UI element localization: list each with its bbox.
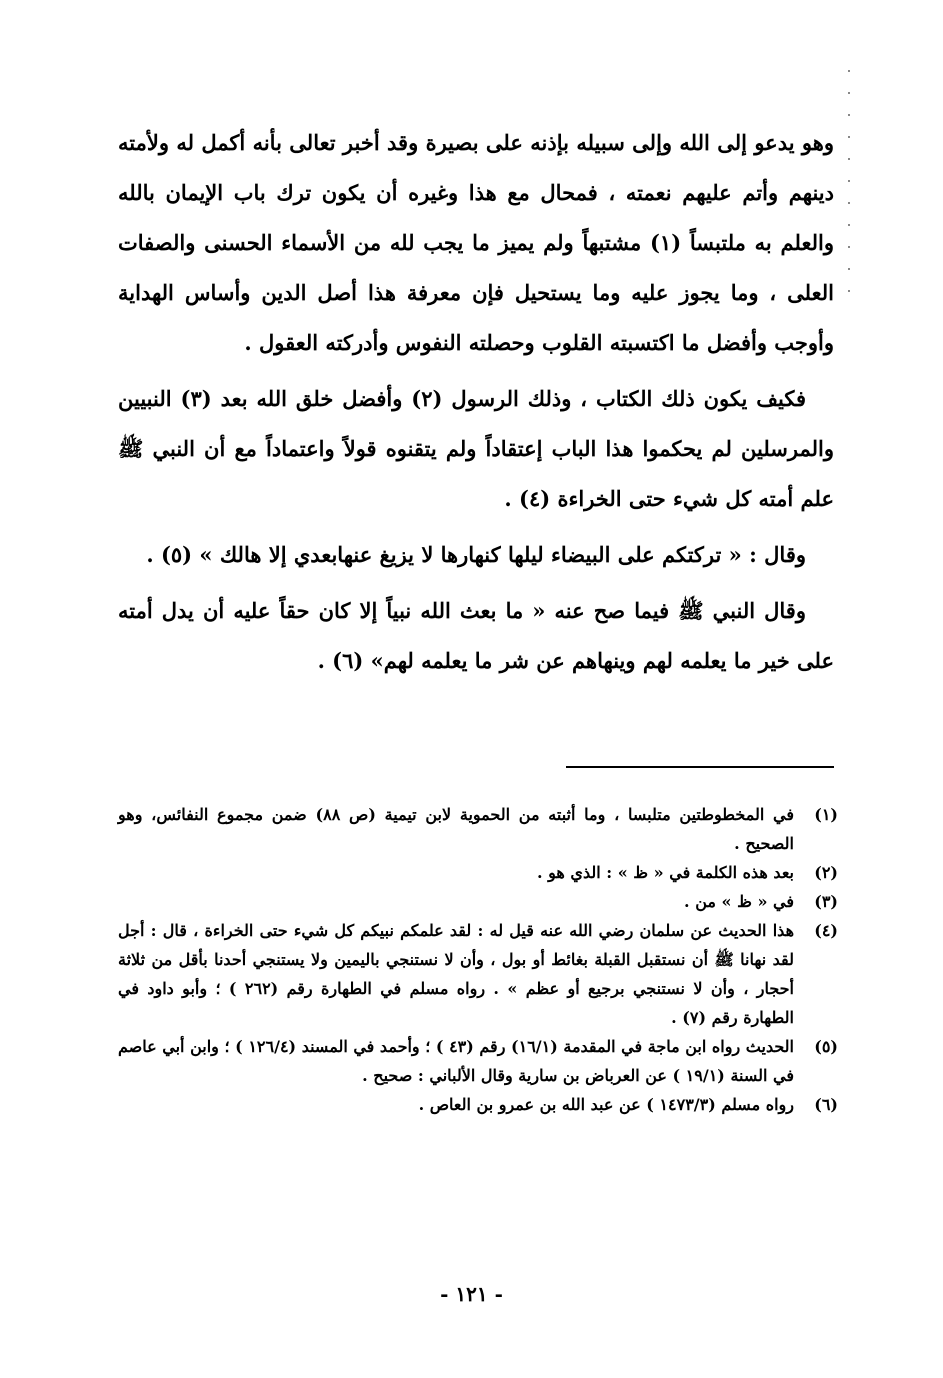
footnote-text: في « ظ » من . bbox=[684, 892, 794, 911]
footnotes bbox=[118, 800, 838, 1119]
footnote bbox=[118, 800, 838, 858]
footnote-number: (٥) bbox=[814, 1037, 838, 1056]
footnote bbox=[118, 916, 838, 1032]
footnote bbox=[118, 1032, 838, 1090]
footnote-text: هذا الحديث عن سلمان رضي الله عنه قيل له : لقد علمكم نبيكم كل شيء حتى الخراءة ، قال : أجل لقد نهانا ﷺ أن نستقبل القبلة بغائط أو بول ، وأن لا نستنجي باليمين ولا يستنجي أحدنا بأقل من ثلاثة أحجار ، وأن لا نستنجي برجيع أو عظم » . رواه مسلم في الطهارة رقم (٢٦٢ ) ؛ وأبو داود في الطهارة رقم (٧) . bbox=[118, 921, 795, 1027]
footnote-text: رواه مسلم (١٤٧٣/٣ ) عن عبد الله بن عمرو بن العاص . bbox=[418, 1095, 794, 1114]
footnote-text: بعد هذه الكلمة في « ظ » : الذي هو . bbox=[537, 863, 794, 882]
footnote-number: (١) bbox=[814, 805, 838, 824]
paragraph: وقال : « تركتكم على البيضاء ليلها كنهارها لا يزيغ عنهابعدي إلا هالك » (٥) . bbox=[146, 542, 806, 567]
footnote-number: (٣) bbox=[814, 892, 838, 911]
footnote bbox=[118, 1090, 838, 1119]
footnote-text: الحديث رواه ابن ماجة في المقدمة (١٦/١) رقم (٤٣ ) ؛ وأحمد في المسند (١٢٦/٤ ) ؛ وابن أبي عاصم في السنة (١٩/١ ) عن العرباض بن سارية وقال الألباني : صحيح . bbox=[118, 1037, 795, 1085]
footnote-separator bbox=[566, 766, 834, 768]
footnote-number: (٦) bbox=[814, 1095, 838, 1114]
footnote bbox=[118, 887, 838, 916]
footnote-number: (٢) bbox=[814, 863, 838, 882]
margin-dots bbox=[846, 70, 852, 300]
footnote-number: (٤) bbox=[814, 921, 838, 940]
page-number: - ١٢١ - bbox=[440, 1282, 503, 1306]
paragraph: وقال النبي ﷺ فيما صح عنه « ما بعث الله نبياً إلا كان حقاً عليه أن يدل أمته على خير ما يعلمه لهم وينهاهم عن شر ما يعلمه لهم» (٦) . bbox=[118, 598, 834, 673]
paragraph: وهو يدعو إلى الله وإلى سبيله بإذنه على بصيرة وقد أخبر تعالى بأنه أكمل له ولأمته دينهم وأتم عليهم نعمته ، فمحال مع هذا وغيره أن يكون ترك باب الإيمان بالله والعلم به ملتبساً (١) مشتبهاً ولم يميز ما يجب لله من الأسماء الحسنى والصفات العلى ، وما يجوز عليه وما يستحيل فإن معرفة هذا أصل الدين وأساس الهداية وأوجب وأفضل ما اكتسبته القلوب وحصلته النفوس وأدركته العقول . bbox=[118, 130, 834, 355]
footnote bbox=[118, 858, 838, 887]
paragraph: فكيف يكون ذلك الكتاب ، وذلك الرسول (٢) وأفضل خلق الله بعد (٣) النبيين والمرسلين لم يحكموا هذا الباب إعتقاداً ولم يتقنوه قولاً واعتماداً مع أن النبي ﷺ علم أمته كل شيء حتى الخراءة (٤) . bbox=[118, 386, 834, 511]
main-text bbox=[118, 118, 834, 686]
footnote-text: في المخطوطتين متلبسا ، وما أثبته من الحموية لابن تيمية (ص ٨٨) ضمن مجموع النفائس، وهو الصحيح . bbox=[118, 805, 795, 853]
